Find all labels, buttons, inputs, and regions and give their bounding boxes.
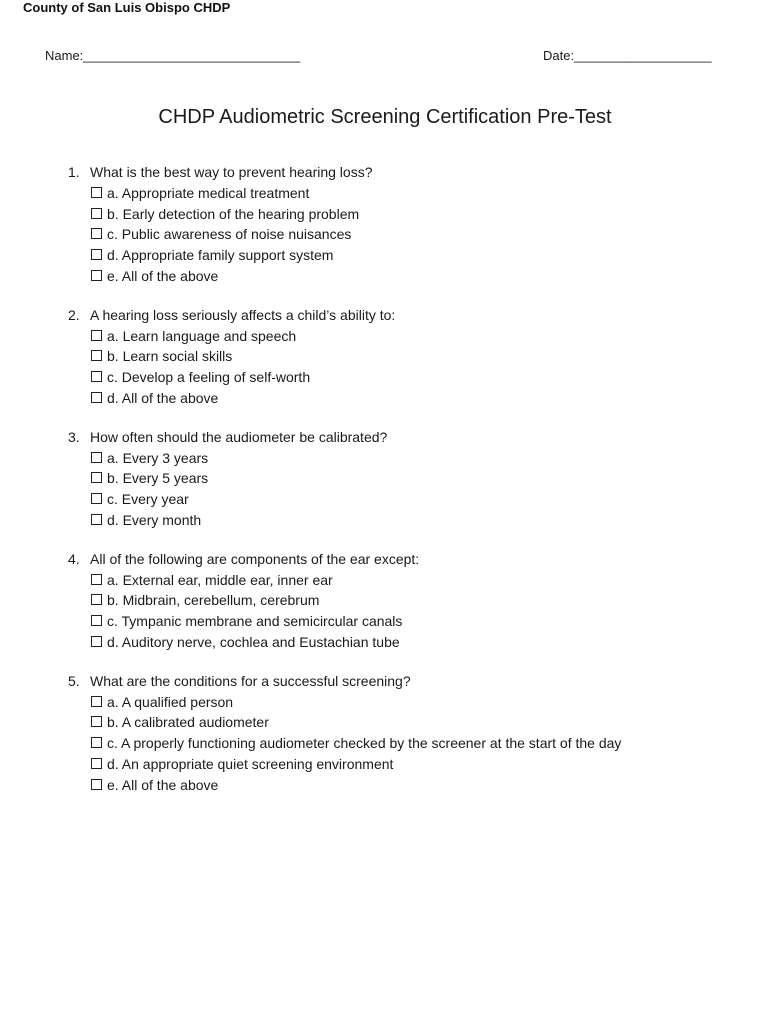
question-text: What are the conditions for a successful screening? [90, 672, 411, 689]
checkbox-empty-icon[interactable] [91, 514, 102, 525]
answer-option-label: a. Appropriate medical treatment [107, 184, 310, 201]
answer-option[interactable] [0, 266, 770, 287]
checkbox-empty-icon[interactable] [91, 270, 102, 281]
answer-option[interactable] [0, 388, 770, 409]
question-number: 1. [68, 164, 80, 180]
question-5 [0, 671, 770, 796]
answer-option[interactable] [0, 183, 770, 204]
name-field[interactable]: Name:______________________________ [45, 48, 301, 63]
answer-option[interactable] [0, 590, 770, 611]
question-list [0, 162, 770, 814]
question-text: How often should the audiometer be calibrated? [90, 428, 388, 445]
checkbox-empty-icon[interactable] [91, 594, 102, 605]
answer-option-label: d. All of the above [107, 389, 219, 406]
answer-option[interactable] [0, 326, 770, 347]
answer-option-label: c. Develop a feeling of self-worth [107, 369, 311, 386]
answer-option-label: d. Auditory nerve, cochlea and Eustachian tube [107, 633, 400, 650]
answer-option[interactable] [0, 224, 770, 245]
answer-option-label: a. Every 3 years [107, 449, 209, 466]
checkbox-empty-icon[interactable] [91, 228, 102, 239]
answer-option-label: c. Tympanic membrane and semicircular canals [107, 613, 403, 630]
answer-option[interactable] [0, 733, 770, 754]
question-text: What is the best way to prevent hearing loss? [90, 164, 373, 180]
checkbox-empty-icon[interactable] [91, 636, 102, 647]
question-stem [0, 549, 770, 570]
answer-option[interactable] [0, 448, 770, 469]
question-number: 4. [68, 550, 80, 567]
answer-option-label: e. All of the above [107, 776, 219, 793]
question-stem [0, 427, 770, 448]
question-stem [0, 305, 770, 326]
question-text: A hearing loss seriously affects a child’s ability to: [90, 306, 396, 323]
question-number: 5. [68, 672, 80, 689]
answer-option[interactable] [0, 245, 770, 266]
answer-option-label: b. Learn social skills [107, 348, 233, 365]
answer-option[interactable] [0, 712, 770, 733]
page-title: CHDP Audiometric Screening Certification Pre-Test [158, 106, 612, 128]
checkbox-empty-icon[interactable] [91, 716, 102, 727]
checkbox-empty-icon[interactable] [91, 779, 102, 790]
date-field[interactable]: Date:___________________ [543, 48, 712, 63]
answer-option-label: c. Every year [107, 491, 189, 508]
answer-option-label: d. Every month [107, 511, 202, 528]
answer-option[interactable] [0, 346, 770, 367]
checkbox-empty-icon[interactable] [91, 493, 102, 504]
answer-option[interactable] [0, 367, 770, 388]
checkbox-empty-icon[interactable] [91, 371, 102, 382]
answer-option-label: a. External ear, middle ear, inner ear [107, 571, 333, 588]
checkbox-empty-icon[interactable] [91, 758, 102, 769]
question-1 [0, 162, 770, 287]
checkbox-empty-icon[interactable] [91, 452, 102, 463]
answer-option[interactable] [0, 632, 770, 653]
answer-option[interactable] [0, 692, 770, 713]
answer-option-label: e. All of the above [107, 267, 219, 284]
answer-option-label: b. Early detection of the hearing problem [107, 205, 360, 222]
checkbox-empty-icon[interactable] [91, 696, 102, 707]
question-3 [0, 427, 770, 531]
answer-option-label: d. An appropriate quiet screening environment [107, 755, 394, 772]
answer-option[interactable] [0, 510, 770, 531]
answer-option[interactable] [0, 468, 770, 489]
answer-option-label: c. A properly functioning audiometer checked by the screener at the start of the day [107, 735, 622, 752]
checkbox-empty-icon[interactable] [91, 574, 102, 585]
answer-option[interactable] [0, 775, 770, 796]
answer-option-label: a. Learn language and speech [107, 327, 297, 344]
checkbox-empty-icon[interactable] [91, 330, 102, 341]
answer-option-label: d. Appropriate family support system [107, 247, 334, 264]
checkbox-empty-icon[interactable] [91, 350, 102, 361]
checkbox-empty-icon[interactable] [91, 187, 102, 198]
question-stem [0, 162, 770, 183]
answer-option-label: a. A qualified person [107, 693, 234, 710]
answer-option[interactable] [0, 754, 770, 775]
checkbox-empty-icon[interactable] [91, 472, 102, 483]
answer-option[interactable] [0, 570, 770, 591]
answer-option-label: b. A calibrated audiometer [107, 714, 269, 731]
checkbox-empty-icon[interactable] [91, 615, 102, 626]
answer-option-label: c. Public awareness of noise nuisances [107, 226, 352, 243]
checkbox-empty-icon[interactable] [91, 208, 102, 219]
question-2 [0, 305, 770, 409]
question-number: 2. [68, 306, 80, 323]
question-number: 3. [68, 428, 80, 445]
checkbox-empty-icon[interactable] [91, 249, 102, 260]
answer-option[interactable] [0, 611, 770, 632]
answer-option[interactable] [0, 204, 770, 225]
question-text: All of the following are components of the ear except: [90, 550, 420, 567]
question-stem [0, 671, 770, 692]
organization-header: County of San Luis Obispo CHDP [23, 0, 231, 15]
checkbox-empty-icon[interactable] [91, 392, 102, 403]
answer-option-label: b. Every 5 years [107, 470, 209, 487]
question-4 [0, 549, 770, 653]
checkbox-empty-icon[interactable] [91, 737, 102, 748]
answer-option[interactable] [0, 489, 770, 510]
answer-option-label: b. Midbrain, cerebellum, cerebrum [107, 592, 320, 609]
